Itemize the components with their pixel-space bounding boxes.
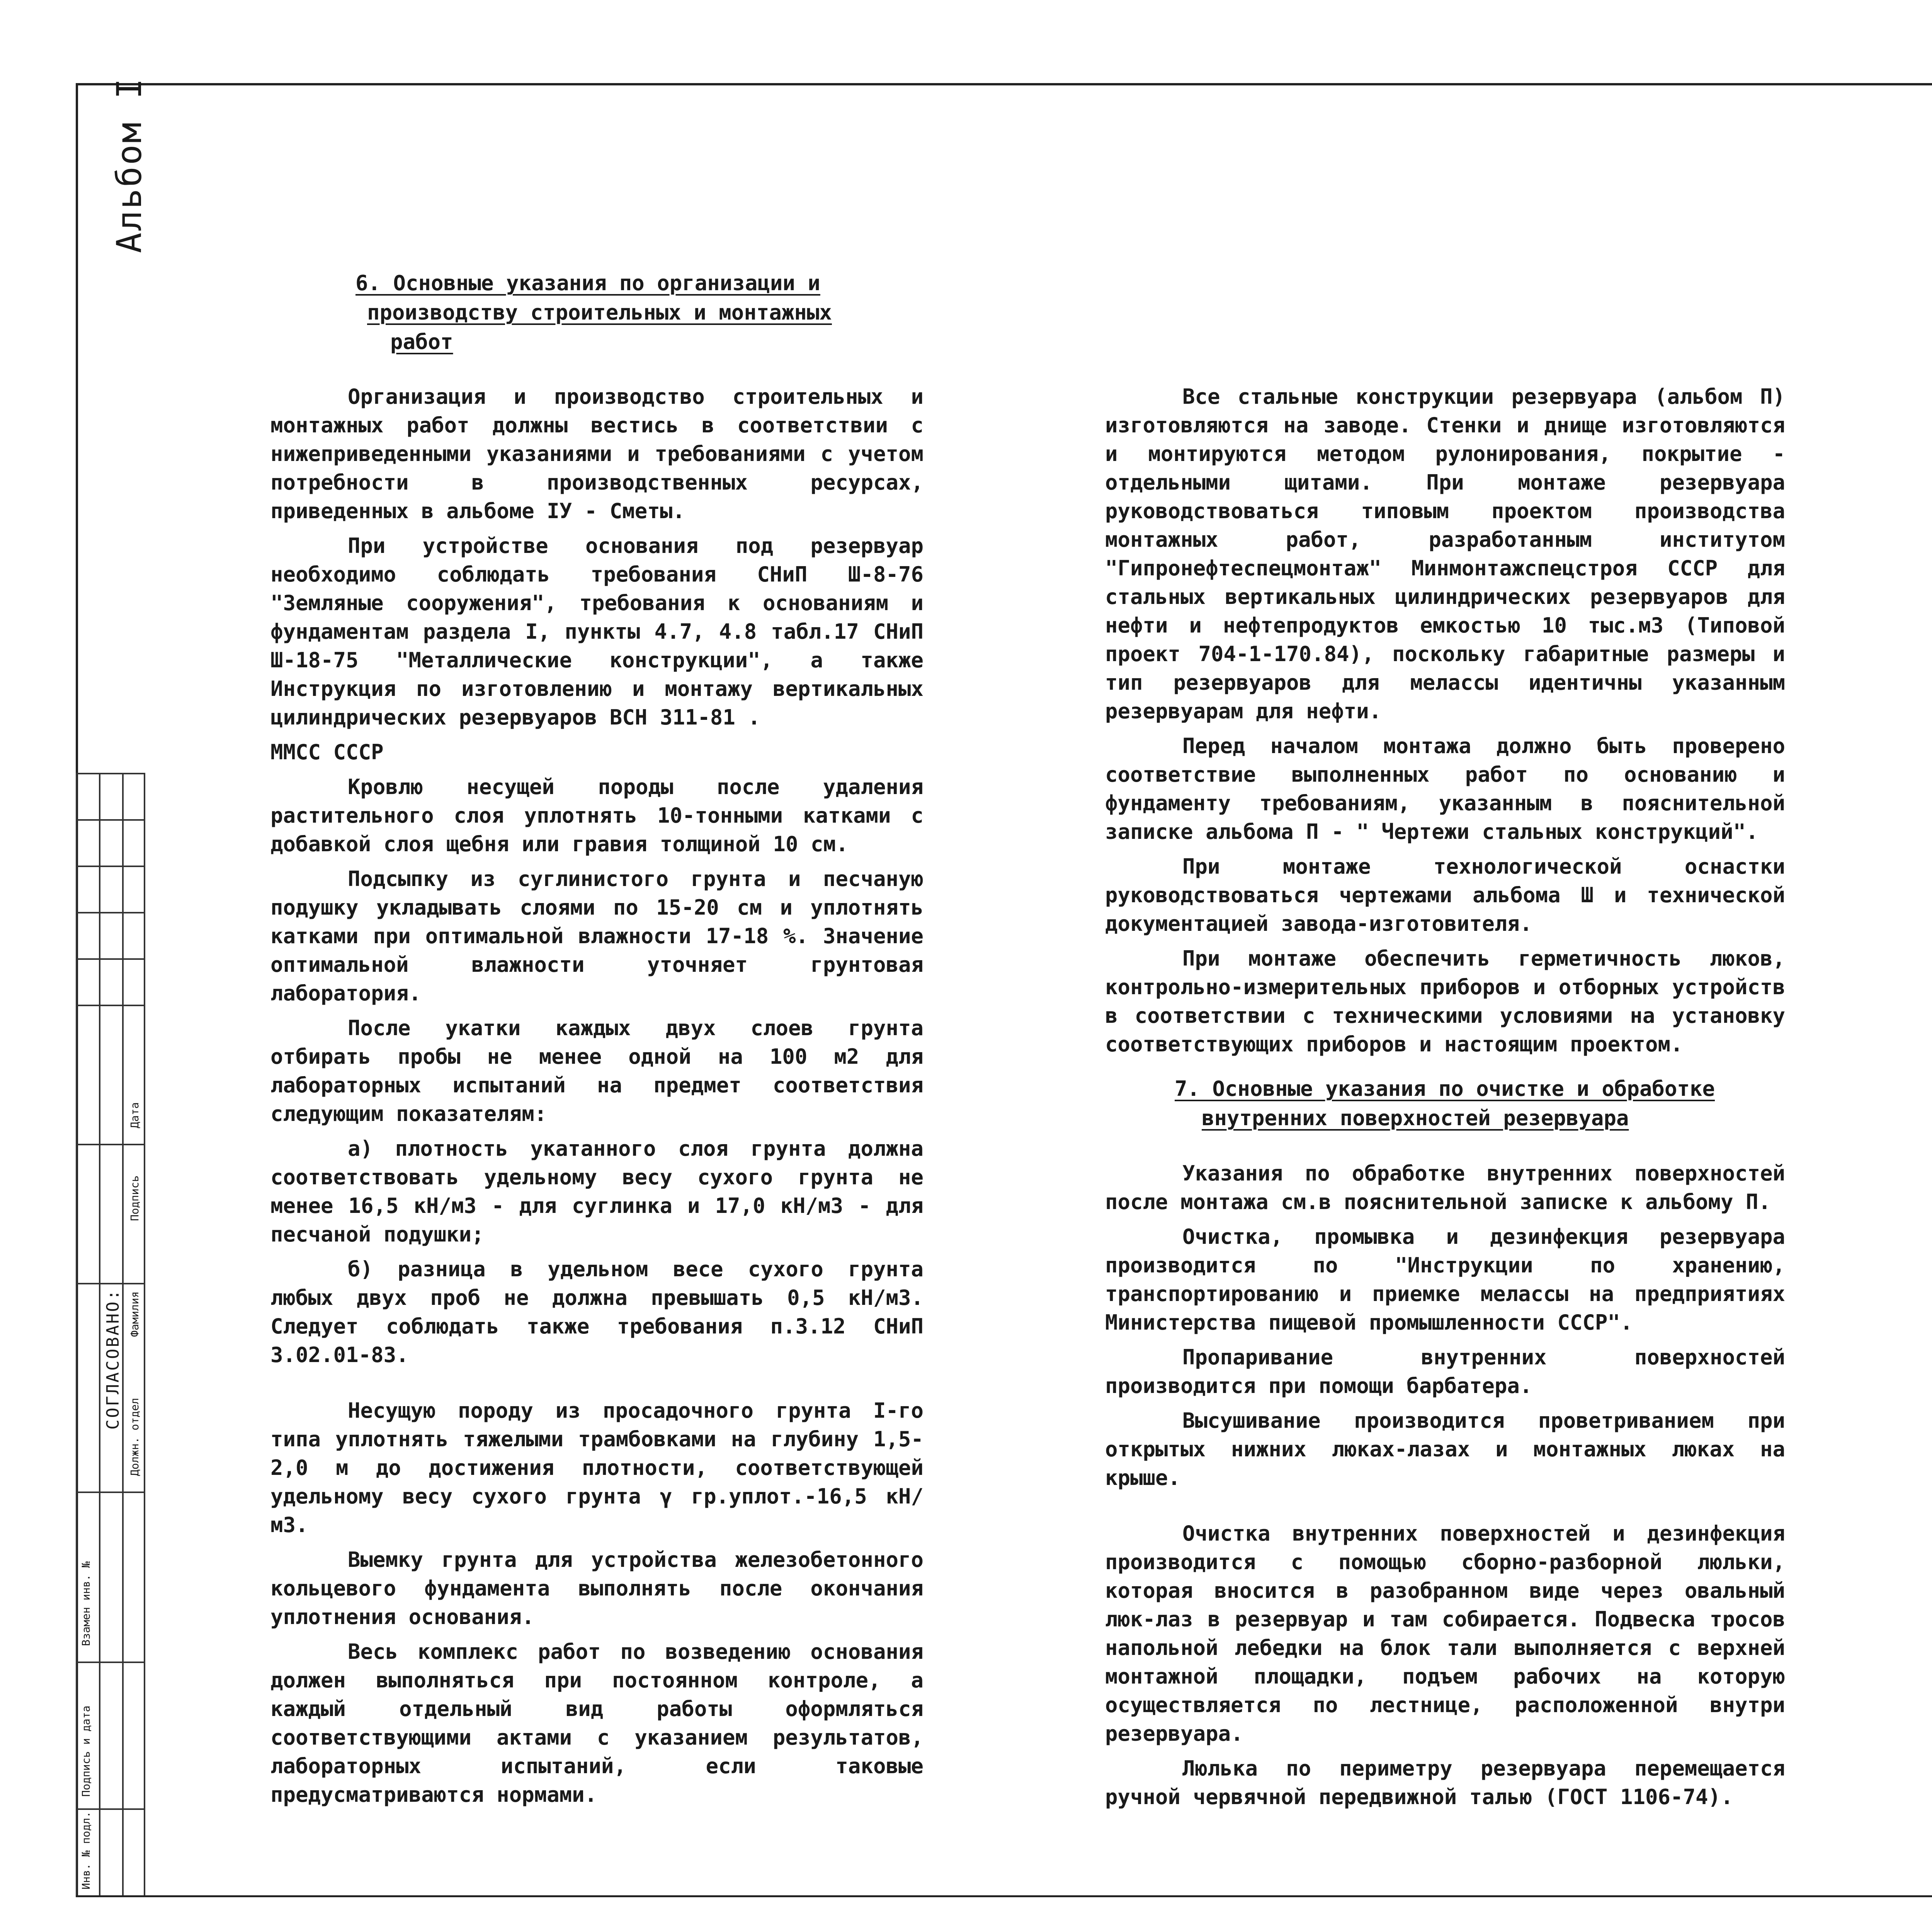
section7-paragraph: Пропаривание внутренних поверхностей производится при помощи барбатера. xyxy=(1105,1345,1785,1398)
stamp-label-replace-inv: Взамен инв. № xyxy=(80,1561,92,1646)
section7-paragraph: Очистка внутренних поверхностей и дезинфекция производится с помощью сборно-разборной люльки, которая вносится в разобранном виде через овальный люк-лаз в резервуар и там собирается. Подвеска тросов напольной лебедки на блок тали выполняется с верхней монтажной площадки, подъем рабочих на которую осуществляется по лестнице, расположенной внутри резервуара. xyxy=(1105,1521,1785,1746)
column2-paragraph: Перед началом монтажа должно быть проверено соответствие выполненных работ по основанию и фундаменту требованиям, указанным в пояснительной записке альбома П - " Чертежи стальных конструкций". xyxy=(1105,734,1785,844)
section6-paragraph: Подсыпку из суглинистого грунта и песчаную подушку укладывать слоями по 15-20 см и уплотнять катками при оптимальной влажности 17-18 %. Значение оптимальной влажности уточняет грунтовая лаборатория. xyxy=(270,867,923,1005)
column2-paragraph: При монтаже обеспечить герметичность люков, контрольно-измерительных приборов и отборных устройств в соответствии с техническими условиями на установку соответствующих приборов и настоящим проектом. xyxy=(1105,946,1785,1056)
stamp-agreed-label: СОГЛАСОВАНО: xyxy=(103,1288,123,1430)
column2-body xyxy=(1105,383,1785,1059)
stamp-label-dept: Должн. отдел xyxy=(128,1398,141,1476)
section6-body xyxy=(270,383,923,1809)
section6-paragraph: Несущую породу из просадочного грунта I-го типа уплотнять тяжелыми трамбовками на глубину 1,5-2,0 м до достижения плотности, соответствующей удельному весу сухого грунта γ гр.уплот.-16,5 кН/м3. xyxy=(270,1398,923,1537)
column2-paragraph: При монтаже технологической оснастки руководствоваться чертежами альбома Ш и технической документацией завода-изготовителя. xyxy=(1105,854,1785,936)
section6-paragraph: Организация и производство строительных и монтажных работ должны вестись в соответствии с нижеприведенными указаниями и требованиями с учетом потребности в производственных ресурсах, приведенных в альбоме IУ - Сметы. xyxy=(270,384,923,523)
section6-paragraph: При устройстве основания под резервуар необходимо соблюдать требования СНиП Ш-8-76 "Земляные сооружения", требования к основаниям и фундаментам раздела I, пункты 4.7, 4.8 табл.17 СНиП Ш-18-75 "Металлические конструкции", а также Инструкция по изготовлению и монтажу вертикальных цилиндрических резервуаров ВСН 311-81 . xyxy=(270,534,923,730)
section7-paragraph: Указания по обработке внутренних поверхностей после монтажа см.в пояснительной записке к альбому П. xyxy=(1105,1161,1785,1214)
section6-paragraph: б) разница в удельном весе сухого грунта любых двух проб не должна превышать 0,5 кН/м3. Следует соблюдать также требования п.3.12 СНиП 3.02.01-83. xyxy=(270,1257,923,1367)
section7-paragraph: Очистка, промывка и дезинфекция резервуара производится по "Инструкции по хранению, транспортированию и приемке мелассы на предприятиях Министерства пищевой промышленности СССР". xyxy=(1105,1225,1785,1335)
album-label: Альбом I xyxy=(109,77,149,253)
section6-heading: 6. Основные указания по организации и производству строительных и монтажных работ xyxy=(355,271,832,354)
stamp-label-surname: Фамилия xyxy=(128,1291,141,1337)
section7-paragraph: Люлька по периметру резервуара перемещается ручной червячной передвижной талью (ГОСТ 1106-74). xyxy=(1105,1756,1785,1809)
section7-heading: 7. Основные указания по очистке и обработке внутренних поверхностей резервуара xyxy=(1175,1077,1715,1130)
section6-paragraph: а) плотность укатанного слоя грунта должна соответствовать удельному весу сухого грунта не менее 16,5 кН/м3 - для суглинка и 17,0 кН/м3 - для песчаной подушки; xyxy=(270,1136,923,1247)
section6-paragraph: ММСС СССР xyxy=(270,740,384,764)
frame-bottom-line xyxy=(76,1895,1932,1897)
frame-top-line xyxy=(77,83,1932,85)
section6-paragraph: После укатки каждых двух слоев грунта отбирать пробы не менее одной на 100 м2 для лабораторных испытаний на предмет соответствия следующим показателям: xyxy=(270,1016,923,1126)
stamp-label-signature: Подпись xyxy=(128,1175,141,1221)
approval-stamp xyxy=(76,773,145,1895)
stamp-label-date: Дата xyxy=(128,1102,141,1128)
section6-paragraph: Весь комплекс работ по возведению основания должен выполняться при постоянном контроле, а каждый отдельный вид работы оформляться соответствующими актами с указанием результатов, лабораторных испытаний, если таковые предусматриваются нормами. xyxy=(270,1639,923,1807)
section6-paragraph: Выемку грунта для устройства железобетонного кольцевого фундамента выполнять после окончания уплотнения основания. xyxy=(270,1548,923,1629)
column2-paragraph: Все стальные конструкции резервуара (альбом П) изготовляются на заводе. Стенки и днище изготовляются и монтируются методом рулонирования, покрытие - отдельными щитами. При монтаже резервуара руководствоваться типовым проектом производства монтажных работ, разработанным институтом "Гипронефтеспецмонтаж" Минмонтажспецстроя СССР для стальных вертикальных цилиндрических резервуаров для нефти и нефтепродуктов емкостью 10 тыс.м3 (Типовой проект 704-1-170.84), поскольку габаритные размеры и тип резервуаров для мелассы идентичны указанным резервуарам для нефти. xyxy=(1105,384,1785,723)
section7-paragraph: Высушивание производится проветриванием при открытых нижних люках-лазах и монтажных люках на крыше. xyxy=(1105,1408,1785,1490)
stamp-label-signature-date: Подпись и дата xyxy=(80,1705,92,1797)
section7-body xyxy=(1105,1159,1785,1811)
section6-paragraph: Кровлю несущей породы после удаления растительного слоя уплотнять 10-тонными катками с добавкой слоя щебня или гравия толщиной 10 см. xyxy=(270,775,923,856)
stamp-label-inv-number: Инв. № подл. xyxy=(80,1811,92,1889)
